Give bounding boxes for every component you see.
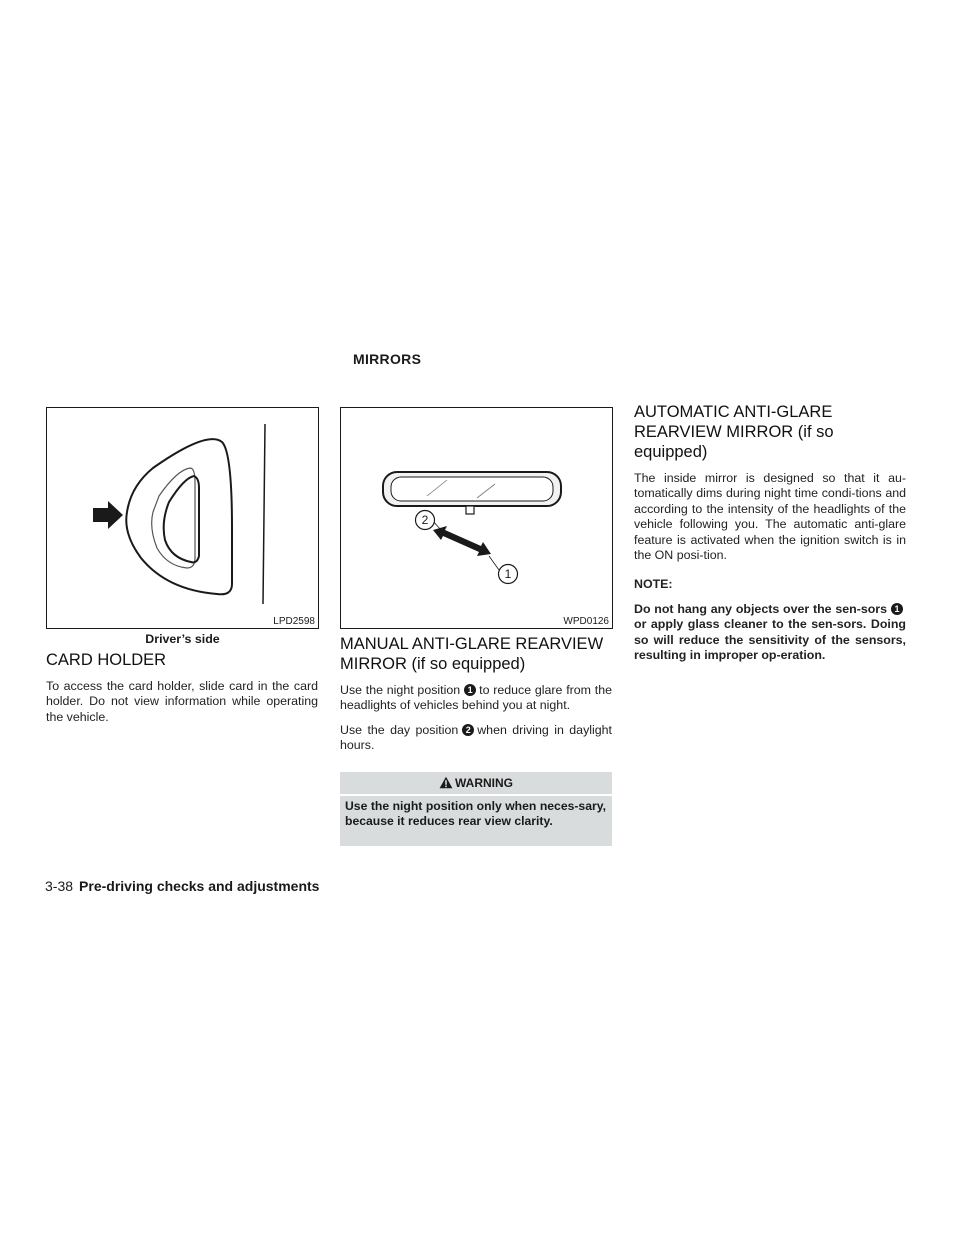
double-arrow-icon (433, 526, 491, 556)
heading-line: MANUAL ANTI-GLARE REARVIEW (340, 635, 604, 653)
card-holder-illustration (47, 408, 318, 628)
auto-mirror-heading (634, 402, 906, 462)
figure-code: WPD0126 (563, 616, 609, 627)
page-number: 3-38 (45, 878, 74, 894)
text-run: to reduce glare from the headlights of vehicles behind you at night. (340, 683, 612, 713)
callout-1: 1 (504, 567, 512, 581)
callout-1-icon: 1 (891, 603, 903, 615)
text-run: Do not hang any objects over the sen-sors (634, 601, 887, 616)
auto-mirror-section (634, 402, 906, 663)
page-footer (45, 878, 319, 894)
callout-2: 2 (421, 513, 429, 527)
arrow-right-icon (93, 501, 123, 529)
heading-line: REARVIEW MIRROR (if so equipped) (634, 423, 834, 461)
rearview-mirror-illustration (341, 408, 612, 628)
note-label: NOTE: (634, 577, 673, 592)
warning-triangle-icon (439, 776, 453, 789)
figure-code: LPD2598 (273, 616, 315, 627)
manual-mirror-section (340, 634, 612, 754)
chapter-title: Pre-driving checks and adjustments (79, 878, 320, 894)
rearview-mirror-figure (340, 407, 613, 629)
note-text (634, 602, 906, 664)
day-position-text (340, 723, 612, 754)
warning-header (340, 772, 612, 794)
callout-1-icon: 1 (464, 684, 476, 696)
callout-2-icon: 2 (462, 724, 474, 736)
text-run: when driving in daylight hours. (340, 722, 612, 753)
text-run: Use the day position (340, 722, 459, 737)
text-run: Use the night position (340, 683, 461, 697)
card-holder-section (46, 650, 318, 725)
heading-line: MIRROR (if so equipped) (340, 655, 526, 673)
section-header: MIRRORS (353, 351, 422, 367)
warning-text: Use the night position only when neces-sary, because it reduces rear view clarity. (340, 796, 612, 846)
figure-caption: Driver’s side (145, 632, 220, 646)
auto-mirror-body: The inside mirror is designed so that it au-tomatically dims during night time condi-tions and according to the intensity of the headlights of the vehicle following you. The automatic anti-glare feature is activated when the ignition switch is in the ON posi-tion. (634, 471, 906, 563)
night-position-text (340, 683, 612, 714)
manual-mirror-heading (340, 634, 612, 674)
warning-box (340, 772, 612, 846)
warning-label: WARNING (455, 776, 513, 790)
heading-line: AUTOMATIC ANTI-GLARE (634, 403, 833, 421)
card-holder-figure (46, 407, 319, 629)
text-run: or apply glass cleaner to the sen-sors. Doing so will reduce the sensitivity of the sensors, resulting in improper op-eration. (634, 617, 906, 663)
card-holder-heading: CARD HOLDER (46, 651, 167, 669)
card-holder-body: To access the card holder, slide card in the card holder. Do not view information while operating the vehicle. (46, 679, 318, 724)
